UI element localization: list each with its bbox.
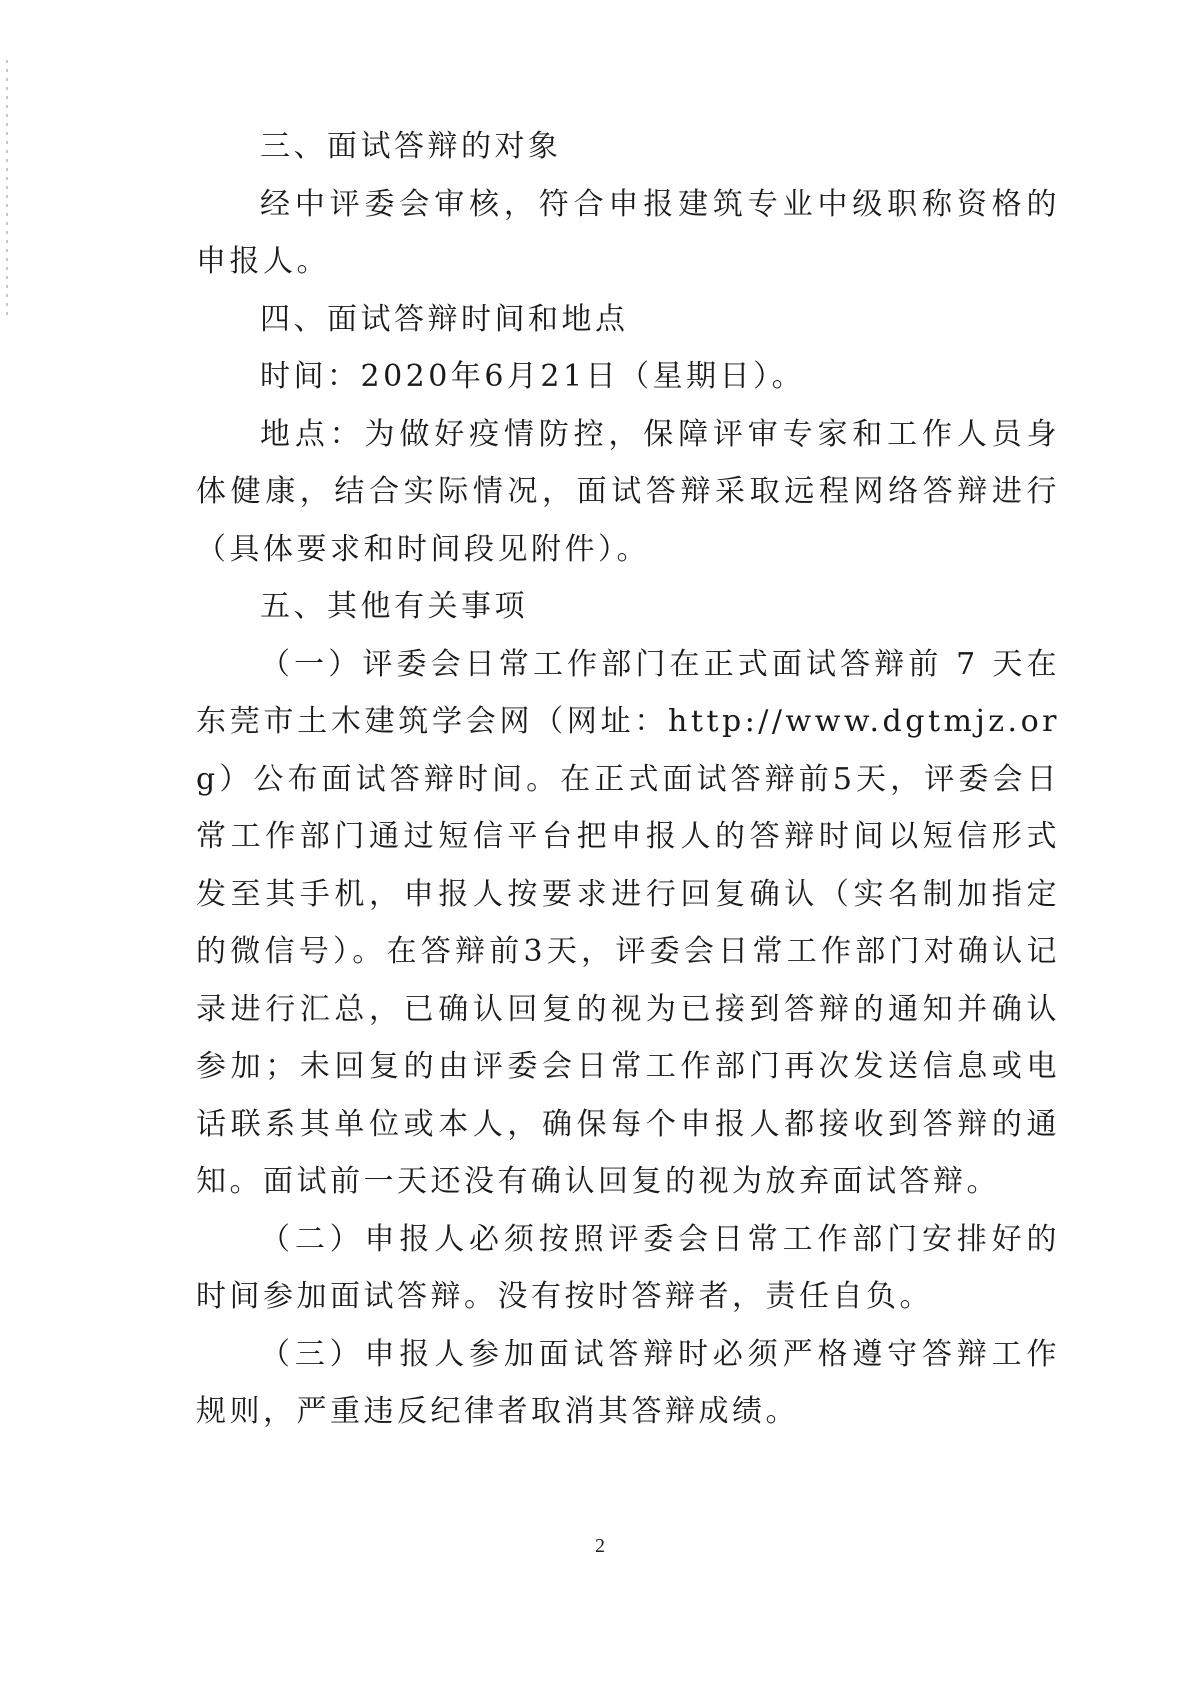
- item-3-paragraph: （三）申报人参加面试答辩时必须严格遵守答辩工作规则，严重违反纪律者取消其答辩成绩。: [196, 1336, 1060, 1429]
- page-number: 2: [595, 1535, 605, 1557]
- section-3-body: 经中评委会审核，符合申报建筑专业中级职称资格的申报人。: [196, 186, 1060, 279]
- document-body: [196, 118, 1060, 1441]
- item-1-paragraph: （一）评委会日常工作部门在正式面试答辩前 7 天在东莞市土木建筑学会网（网址：http://www.dgtmjz.org）公布面试答辩时间。在正式面试答辩前5天，评委会日常工作部门通过短信平台把申报人的答辩时间以短信形式发至其手机，申报人按要求进行回复确认（实名制加指定的微信号）。在答辩前3天，评委会日常工作部门对确认记录进行汇总，已确认回复的视为已接到答辩的通知并确认参加；未回复的由评委会日常工作部门再次发送信息或电话联系其单位或本人，确保每个申报人都接收到答辩的通知。面试前一天还没有确认回复的视为放弃面试答辩。: [196, 646, 1060, 1199]
- section-heading-5: 五、其他有关事项: [260, 589, 528, 624]
- time-paragraph: 时间：2020年6月21日（星期日）。: [260, 359, 806, 394]
- section-heading-3: 三、面试答辩的对象: [260, 129, 562, 164]
- scan-margin-marks: [6, 60, 8, 320]
- item-2-paragraph: （二）申报人必须按照评委会日常工作部门安排好的时间参加面试答辩。没有按时答辩者，责任自负。: [196, 1221, 1060, 1314]
- section-heading-4: 四、面试答辩时间和地点: [260, 301, 629, 337]
- location-paragraph: 地点：为做好疫情防控，保障评审专家和工作人员身体健康，结合实际情况，面试答辩采取远程网络答辩进行（具体要求和时间段见附件）。: [196, 416, 1060, 567]
